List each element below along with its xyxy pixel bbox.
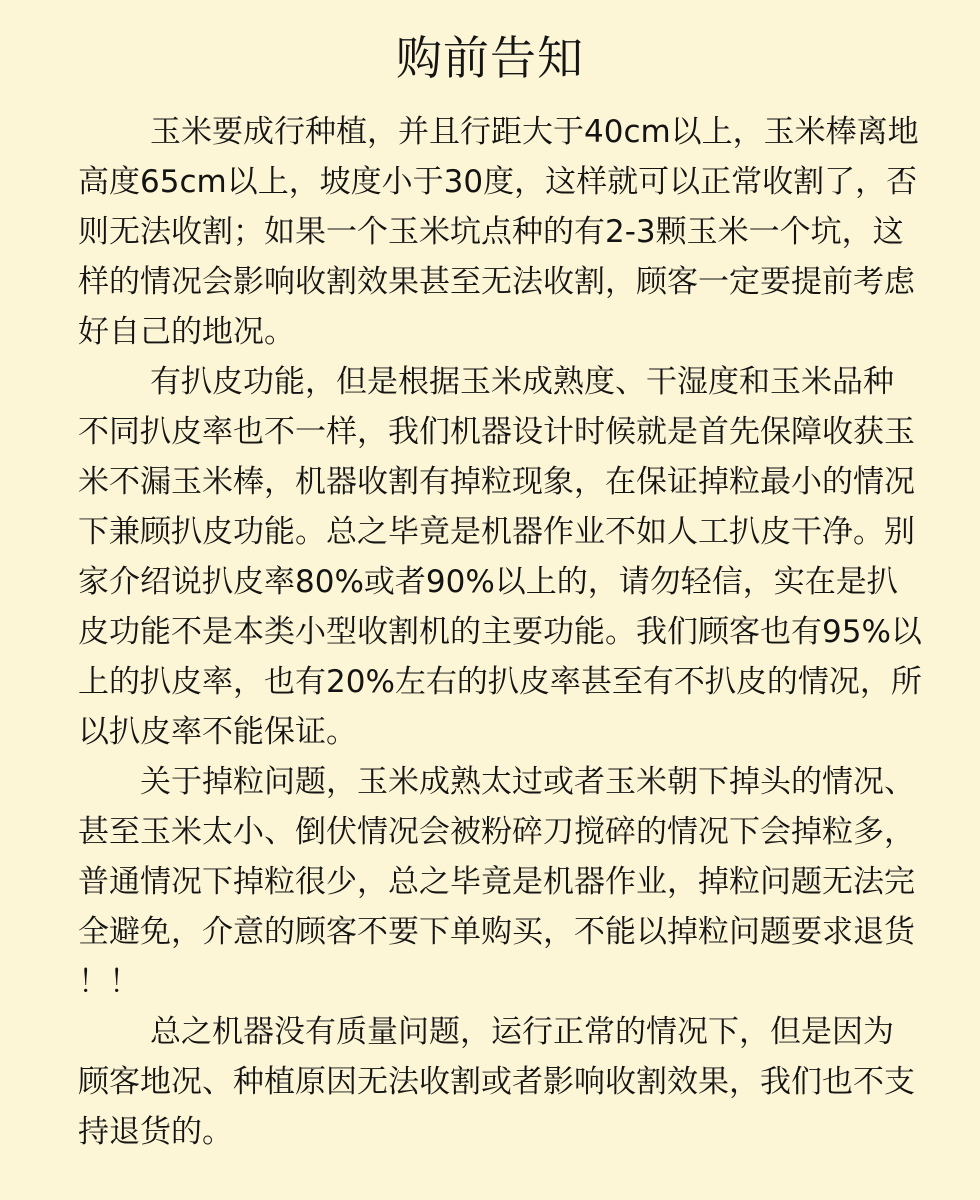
text-line: 下兼顾扒皮功能。总之毕竟是机器作业不如人工扒皮干净。别 [78, 514, 915, 550]
text-line: 有扒皮功能，但是根据玉米成熟度、干湿度和玉米品种 [150, 364, 894, 400]
text-line: 持退货的。 [78, 1114, 233, 1150]
text-line: 则无法收割；如果一个玉米坑点种的有2-3颗玉米一个坑，这 [78, 214, 904, 250]
text-line: 以扒皮率不能保证。 [78, 714, 357, 750]
text-line: ！！ [78, 964, 140, 1000]
text-line: 样的情况会影响收割效果甚至无法收割，顾客一定要提前考虑 [78, 264, 915, 300]
text-line: 普通情况下掉粒很少，总之毕竟是机器作业，掉粒问题无法完 [78, 864, 915, 900]
text-line: 不同扒皮率也不一样，我们机器设计时候就是首先保障收获玉 [78, 414, 915, 450]
text-line: 甚至玉米太小、倒伏情况会被粉碎刀搅碎的情况下会掉粒多， [78, 814, 915, 850]
text-line: 高度65cm以上，坡度小于30度，这样就可以正常收割了，否 [78, 164, 918, 200]
text-line: 家介绍说扒皮率80%或者90%以上的，请勿轻信，实在是扒 [78, 564, 898, 600]
text-line: 总之机器没有质量问题，运行正常的情况下，但是因为 [150, 1014, 894, 1050]
text-line: 上的扒皮率，也有20%左右的扒皮率甚至有不扒皮的情况，所 [78, 664, 922, 700]
text-line: 关于掉粒问题，玉米成熟太过或者玉米朝下掉头的情况、 [140, 764, 915, 800]
text-line: 米不漏玉米棒，机器收割有掉粒现象，在保证掉粒最小的情况 [78, 464, 915, 500]
text-line: 玉米要成行种植，并且行距大于40cm以上，玉米棒离地 [150, 114, 919, 150]
text-line: 好自己的地况。 [78, 314, 295, 350]
text-line: 顾客地况、种植原因无法收割或者影响收割效果，我们也不支 [78, 1064, 915, 1100]
text-line: 全避免，介意的顾客不要下单购买，不能以掉粒问题要求退货 [78, 914, 915, 950]
text-line: 皮功能不是本类小型收割机的主要功能。我们顾客也有95%以 [78, 614, 922, 650]
page-title: 购前告知 [396, 31, 584, 85]
